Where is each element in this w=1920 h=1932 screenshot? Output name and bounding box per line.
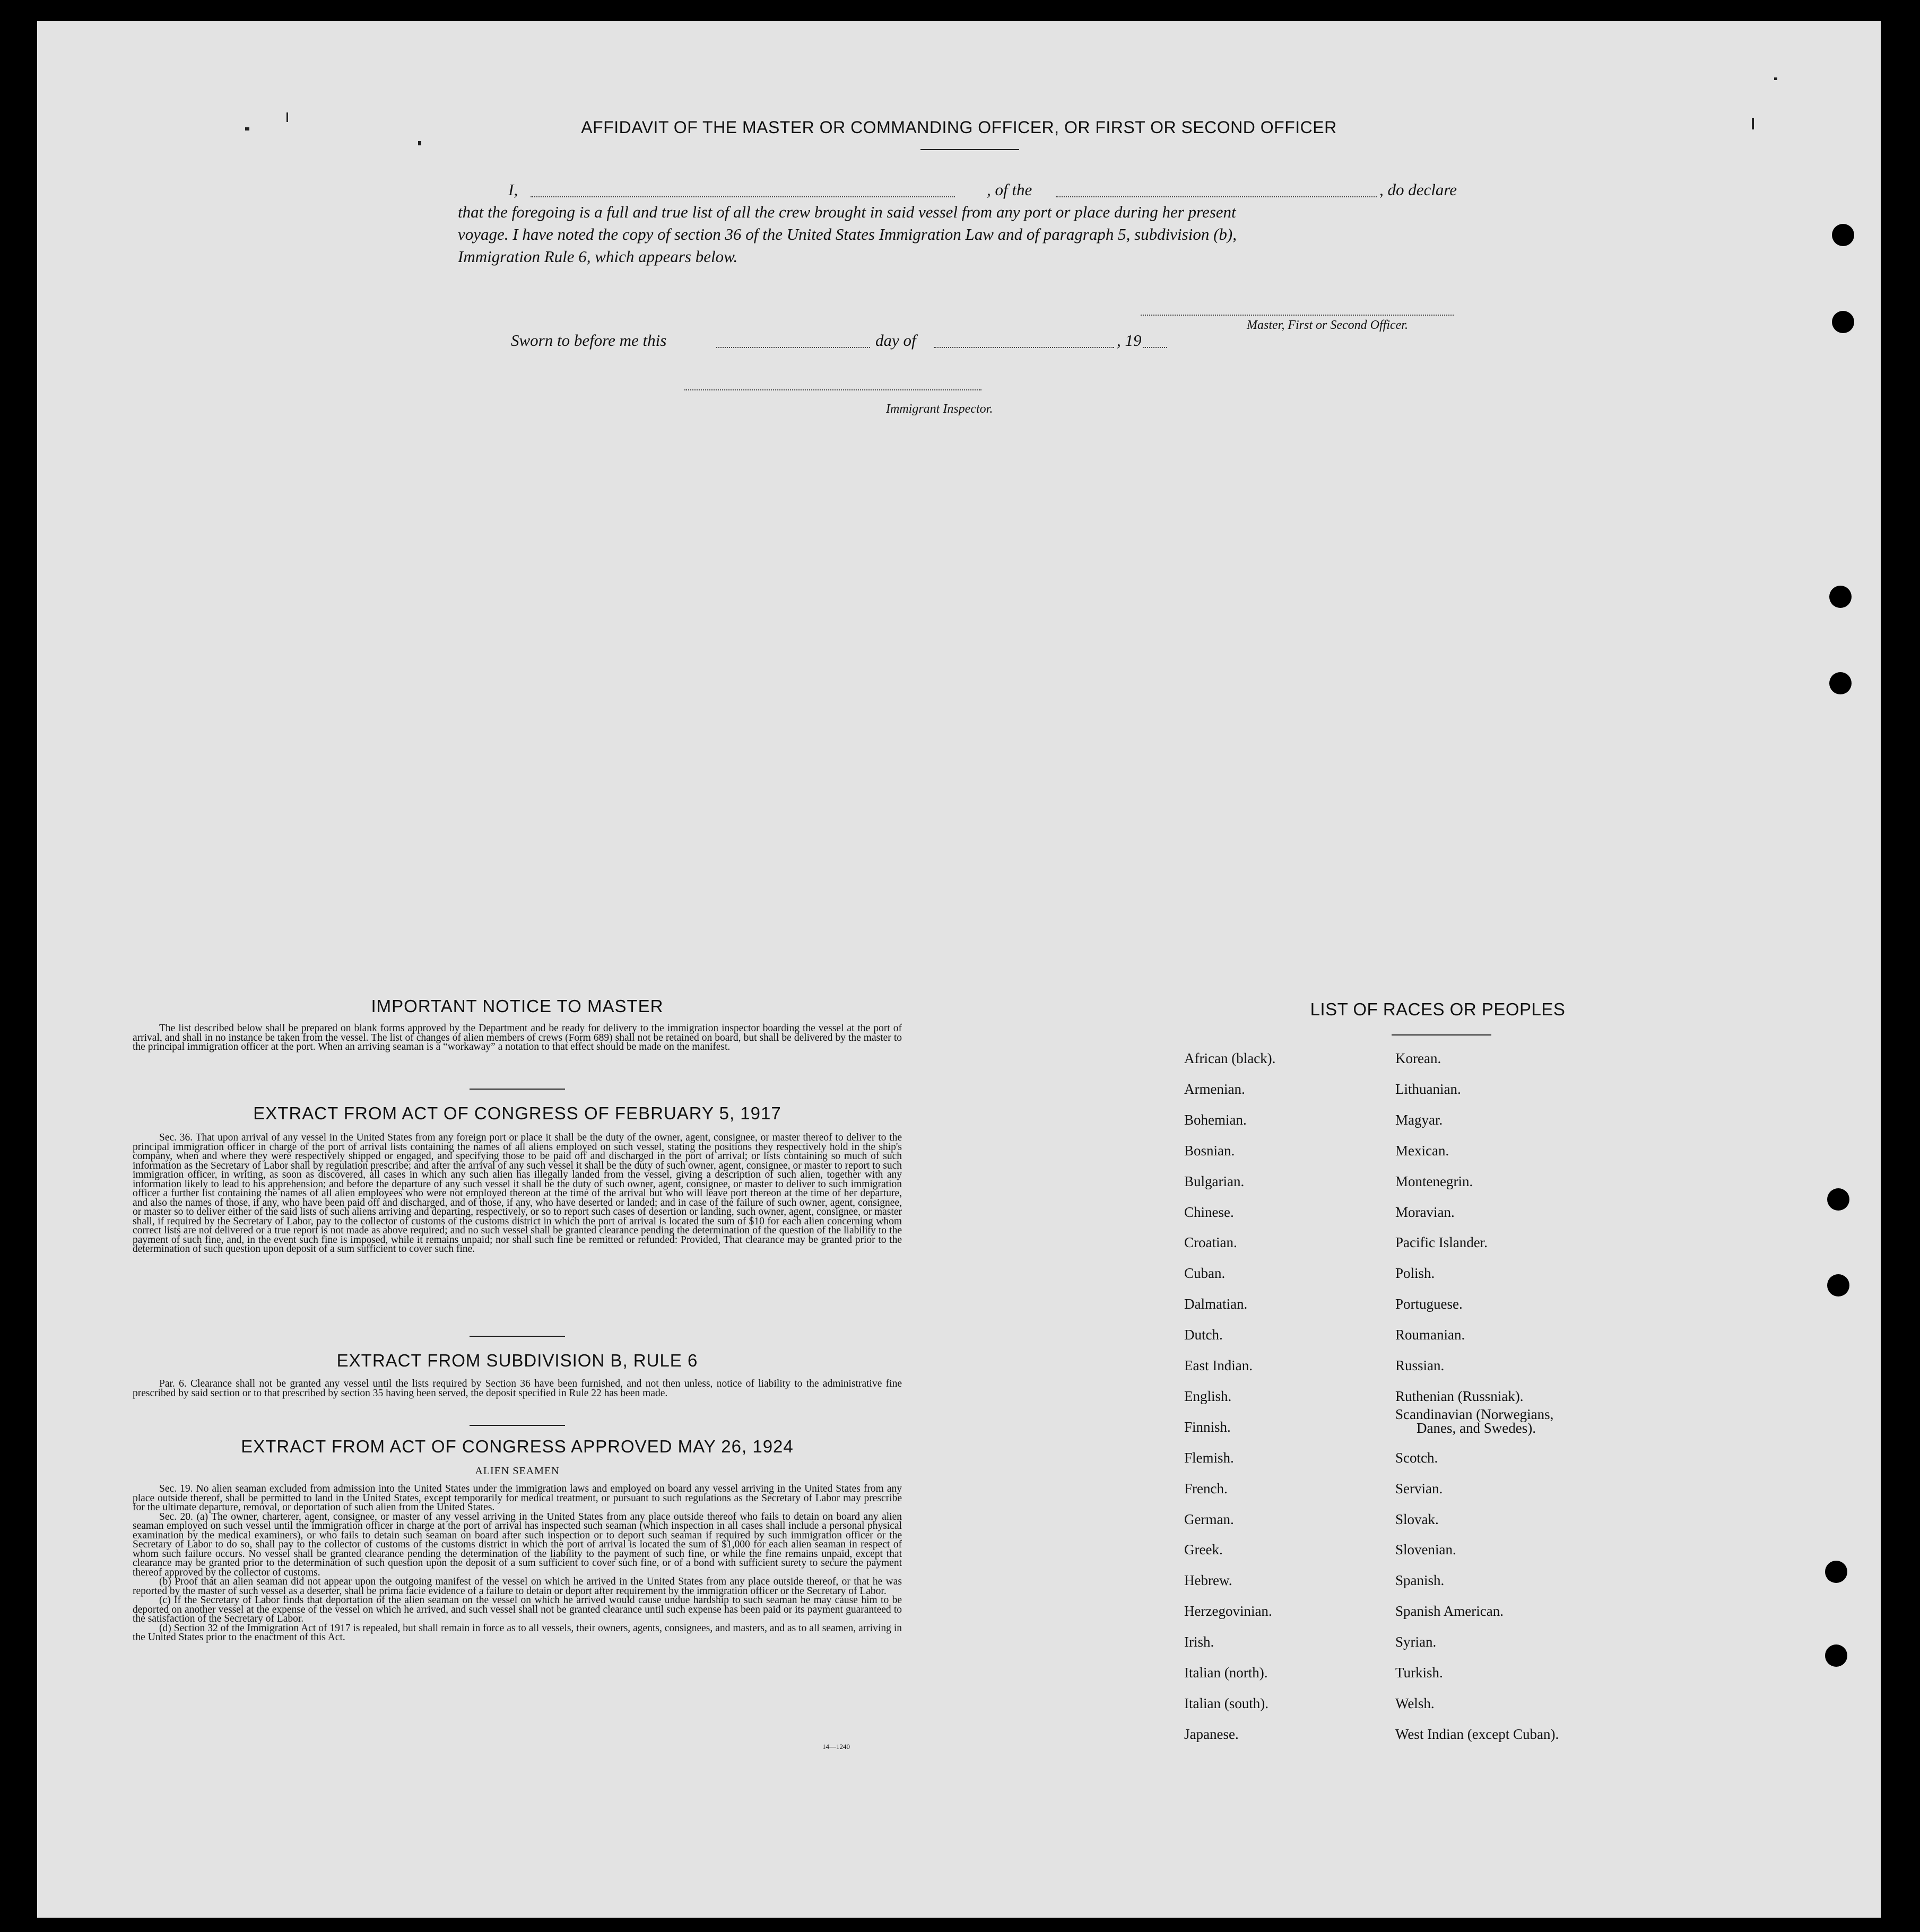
affidavit-line-3: voyage. I have noted the copy of section 36 of the United States Immigration Law and of paragraph 5, subdivision (b), <box>458 225 1237 243</box>
affidavit-of-the: , of the <box>987 180 1032 199</box>
race-list-item: Irish. <box>1184 1634 1214 1650</box>
race-list-item: Japanese. <box>1184 1726 1239 1742</box>
affidavit-title: AFFIDAVIT OF THE MASTER OR COMMANDING OFFICER, OR FIRST OR SECOND OFFICER <box>581 118 1337 137</box>
race-list-item: Montenegrin. <box>1395 1173 1473 1189</box>
race-list-item: Bohemian. <box>1184 1111 1247 1128</box>
scan-speck <box>418 141 421 145</box>
binder-hole <box>1829 672 1852 694</box>
binder-hole <box>1827 1188 1849 1211</box>
race-list-item: Greek. <box>1184 1542 1223 1558</box>
race-list-item: Magyar. <box>1395 1111 1443 1128</box>
race-list-item: Bulgarian. <box>1184 1173 1245 1189</box>
extract-1924-title: EXTRACT FROM ACT OF CONGRESS APPROVED MAY 26, 1924 <box>241 1437 794 1456</box>
race-list-item: African (black). <box>1184 1050 1276 1066</box>
race-continuation: Danes, and Swedes). <box>1417 1420 1536 1436</box>
affidavit-line-4: Immigration Rule 6, which appears below. <box>458 247 738 266</box>
race-list-item: Chinese. <box>1184 1204 1234 1220</box>
divider <box>470 1425 565 1426</box>
binder-hole <box>1829 586 1852 608</box>
race-list-item: English. <box>1184 1388 1232 1404</box>
race-list-item: Scotch. <box>1395 1449 1438 1466</box>
race-list-item: Dutch. <box>1184 1327 1223 1343</box>
race-list-item: Welsh. <box>1395 1695 1435 1711</box>
paragraph-6: Par. 6. Clearance shall not be granted any vessel until the lists required by Section 36 have been furnished, and not then unless, notice of liability to the administrative fine prescribed by said section or to that prescribed by section 35 having been served, the deposit specified in Rule 22 has been made. <box>133 1378 902 1399</box>
extract-1917-title: EXTRACT FROM ACT OF CONGRESS OF FEBRUARY 5, 1917 <box>253 1103 781 1123</box>
binder-hole <box>1825 1644 1847 1667</box>
race-list-item: Turkish. <box>1395 1665 1443 1681</box>
sworn-day-of: day of <box>875 331 916 350</box>
race-list-item: Italian (south). <box>1184 1695 1269 1711</box>
extract-1917-body <box>133 1133 902 1254</box>
sworn-prefix: Sworn to before me this <box>511 331 667 350</box>
races-title-underline <box>1392 1034 1491 1035</box>
race-list-item: East Indian. <box>1184 1357 1253 1373</box>
binder-hole <box>1832 311 1854 333</box>
inspector-signature-blank[interactable] <box>684 389 981 390</box>
title-underline <box>920 149 1019 150</box>
race-list-item: Finnish. <box>1184 1418 1231 1435</box>
race-list-item: Hebrew. <box>1184 1572 1232 1589</box>
race-list-item: Mexican. <box>1395 1142 1449 1159</box>
section-20d-paragraph: (d) Section 32 of the Immigration Act of 1917 is repealed, but shall remain in force as to all vessels, their owners, agents, consignees, and masters, and as to all seamen, arriving in the United States prior to the enactment of this Act. <box>133 1622 902 1643</box>
binder-hole <box>1825 1561 1847 1583</box>
race-list-item: Herzegovinian. <box>1184 1603 1272 1620</box>
form-number: 14—1240 <box>822 1743 850 1751</box>
race-list-item: Italian (north). <box>1184 1665 1268 1681</box>
sworn-year: , 19 <box>1117 331 1142 350</box>
scan-speck <box>1774 77 1777 80</box>
race-list-item: Ruthenian (Russniak). <box>1395 1388 1524 1404</box>
affidavit-i: I, <box>508 180 518 199</box>
races-title: LIST OF RACES OR PEOPLES <box>1310 999 1566 1019</box>
notice-body <box>133 1024 902 1052</box>
race-list-item: Russian. <box>1395 1357 1445 1373</box>
race-list-item: West Indian (except Cuban). <box>1395 1726 1559 1742</box>
binder-hole <box>1827 1274 1849 1296</box>
officer-signature-blank[interactable] <box>1141 315 1454 316</box>
section-20a-paragraph: Sec. 20. (a) The owner, charterer, agent, consignee, or master of any vessel arriving in the United States from any place outside thereof who fails to detain on board any alien seaman employed on such vessel until the immigration officer in charge at the port of arrival has inspected such seaman (which inspection in all cases shall include a personal physical examination by the medical examiners), or who fails to detain such seaman on board after such inspection or to deport such seaman if required by such immigration officer or the Secretary of Labor to do so, shall pay to the collector of customs of the customs district in which the port of arrival is located the sum of $1,000 for each alien seaman in respect of whom such failure occurs. No vessel shall be granted clearance pending the determination of the liability to the payment of such fine, or while the fine remains unpaid, except that clearance may be granted prior to the determination of such question upon the deposit of a sum sufficient to cover such fine, or of a bond with sufficient surety to secure the payment thereof approved by the collector of customs. <box>133 1511 902 1578</box>
section-20c-paragraph: (c) If the Secretary of Labor finds that deportation of the alien seaman on the vessel on which he arrived would cause undue hardship to such seaman he may cause him to be deported on another vessel at the expense of the vessel on which he arrived, and such vessel shall not be granted clearance until such expense has been paid or its payment guaranteed to the satisfaction of the Secretary of Labor. <box>133 1595 902 1624</box>
affidavit-line-2: that the foregoing is a full and true list of all the crew brought in said vessel from any port or place during her present <box>458 203 1236 221</box>
race-list-item: Spanish. <box>1395 1572 1445 1589</box>
race-list-item: Portuguese. <box>1395 1296 1463 1312</box>
sworn-line <box>37 331 1881 352</box>
race-list-item: Moravian. <box>1395 1204 1455 1220</box>
race-list-item: Roumanian. <box>1395 1327 1465 1343</box>
sworn-year-blank[interactable] <box>1143 347 1167 348</box>
extract-1924-body <box>133 1484 902 1642</box>
race-list-item: Slovak. <box>1395 1511 1439 1527</box>
section-19-paragraph: Sec. 19. No alien seaman excluded from admission into the United States under the immigration laws and employed on board any vessel arriving in the United States from any place outside thereof, shall be permitted to land in the United States, except temporarily for medical treatment, or pursuant to such regulations as the Secretary of Labor may prescribe for the ultimate departure, removal, or deportation of such alien from the United States. <box>133 1483 902 1513</box>
extract-1924-subtitle: ALIEN SEAMEN <box>475 1465 560 1477</box>
race-list-item: Armenian. <box>1184 1081 1245 1097</box>
race-list-item: Syrian. <box>1395 1634 1437 1650</box>
race-list-item: Lithuanian. <box>1395 1081 1461 1097</box>
binder-hole <box>1832 224 1854 246</box>
race-list-item: Cuban. <box>1184 1265 1226 1282</box>
divider <box>470 1089 565 1090</box>
race-list-item: Flemish. <box>1184 1449 1234 1466</box>
notice-paragraph: The list described below shall be prepared on blank forms approved by the Department and be ready for delivery to the immigration inspector boarding the vessel at the port of arrival, and shall in no instance be taken from the vessel. The list of changes of alien members of crews (Form 689) shall not be retained on board, but shall be delivered by the master to the principal immigration officer at the port. When an arriving seaman is a “workaway” a notation to that effect should be made on the manifest. <box>133 1023 902 1052</box>
race-list-item: Dalmatian. <box>1184 1296 1248 1312</box>
signature-caption: Master, First or Second Officer. <box>1247 318 1408 332</box>
document-sheet <box>37 21 1881 1918</box>
affidavit-line-1 <box>37 180 1881 202</box>
race-list-item: German. <box>1184 1511 1234 1527</box>
race-list-item: Bosnian. <box>1184 1142 1235 1159</box>
vessel-name-blank[interactable] <box>1056 196 1377 197</box>
sworn-date-blank[interactable] <box>716 347 870 348</box>
inspector-caption: Immigrant Inspector. <box>886 402 993 416</box>
race-list-item: Servian. <box>1395 1480 1443 1496</box>
race-list-item: Croatian. <box>1184 1234 1237 1251</box>
race-list-item: Polish. <box>1395 1265 1435 1282</box>
extract-rule6-title: EXTRACT FROM SUBDIVISION B, RULE 6 <box>336 1351 698 1370</box>
race-list-item: Scandinavian (Norwegians, <box>1395 1406 1554 1422</box>
section-36-paragraph: Sec. 36. That upon arrival of any vessel in the United States from any foreign port or place it shall be the duty of the owner, agent, consignee, or master thereof to deliver to the principal immigration officer in charge of the port of arrival lists containing the names of all aliens employed on such vessel, stating the positions they respectively hold in the ship's company, when and where they were respectively shipped or engaged, and specifying those to be paid off and discharged in the port of arrival; or lists containing so much of such information as the Secretary of Labor shall by regulation prescribe; and after the arrival of any such vessel it shall be the duty of such owner, agent, consignee, or master to report to such immigration officer, in writing, as soon as discovered, all cases in which any such alien has illegally landed from the vessel, giving a description of such alien, together with any information likely to lead to his apprehension; and before the departure of any such vessel it shall be the duty of such owner, agent, consignee, or master to deliver to such immigration officer a further list containing the names of all alien employees who were not employed thereon at the time of the arrival but who will leave port thereon at the time of her departure, and also the names of those, if any, who have been paid off and discharged, and of those, if any, who have deserted or landed; and in case of the failure of such owner, agent, consignee, or master so to deliver either of the said lists of such aliens arriving and departing, respectively, or so to report such cases of desertion or landing, such owner, agent, consignee, or master shall, if required by the Secretary of Labor, pay to the collector of customs of the customs district in which the port of arrival is located the sum of $10 for each alien concerning whom correct lists are not delivered or a true report is not made as above required; and no such vessel shall be granted clearance pending the determination of the question of the liability to the payment of such fine, and, in the event such fine is imposed, while it remains unpaid; nor shall such fine be remitted or refunded: Provided, That clearance may be granted prior to the determination of such question upon deposit of a sum sufficient to cover such fine. <box>133 1132 902 1255</box>
race-list-item: Slovenian. <box>1395 1542 1456 1558</box>
section-20b-paragraph: (b) Proof that an alien seaman did not appear upon the outgoing manifest of the vessel on which he arrived in the United States from any place outside thereof, or that he was reported by the master of such vessel as a deserter, shall be prima facie evidence of a failure to detain or deport after requirement by the immigration officer or the Secretary of Labor. <box>133 1576 902 1597</box>
sworn-month-blank[interactable] <box>934 347 1114 348</box>
race-list-item: Pacific Islander. <box>1395 1234 1488 1251</box>
divider <box>470 1336 565 1337</box>
declarant-name-blank[interactable] <box>531 196 955 197</box>
race-list-item: French. <box>1184 1480 1228 1496</box>
notice-title: IMPORTANT NOTICE TO MASTER <box>371 996 664 1016</box>
race-list-item: Spanish American. <box>1395 1603 1504 1620</box>
affidavit-declare: , do declare <box>1379 180 1457 199</box>
extract-rule6-body <box>133 1379 902 1398</box>
race-list-item: Korean. <box>1395 1050 1441 1066</box>
